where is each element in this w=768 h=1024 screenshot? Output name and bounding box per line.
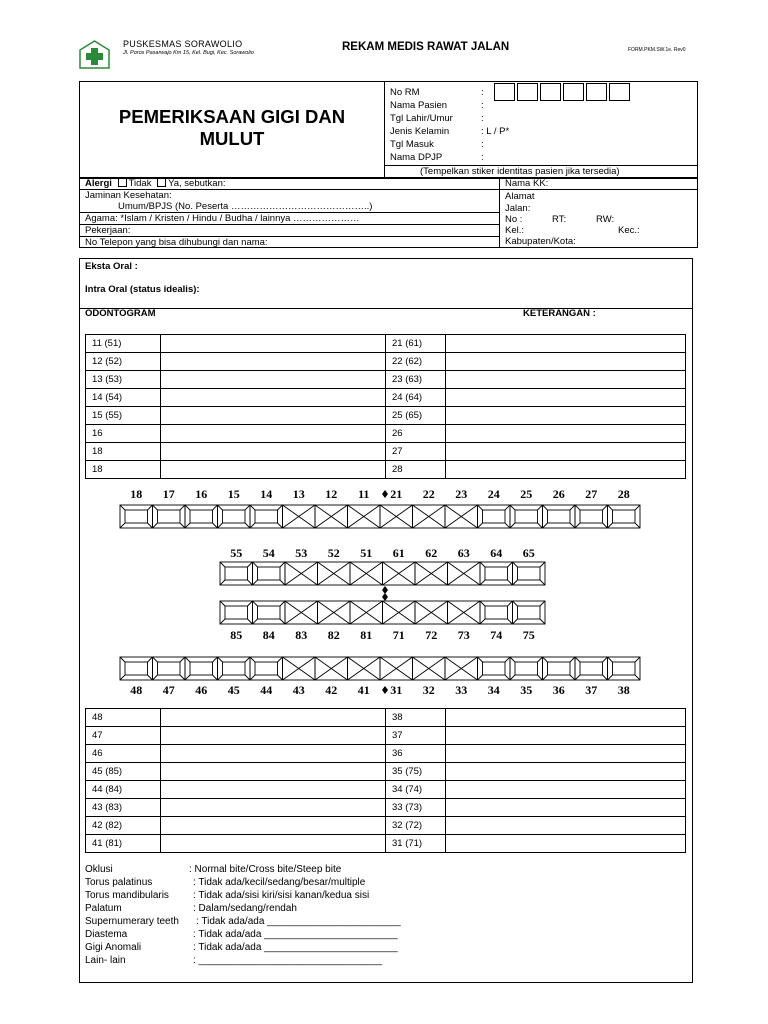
tooth-label: 51 <box>360 546 373 560</box>
tooth-lower-permanent[interactable] <box>445 657 478 680</box>
tooth-note-cell[interactable] <box>446 407 686 425</box>
tooth-label: 55 <box>230 546 243 560</box>
tooth-number: 26 <box>386 425 446 443</box>
tooth-number: 37 <box>386 727 446 745</box>
tooth-label: 73 <box>457 628 470 642</box>
finding-value: : Tidak ada/ada ________________________ <box>193 942 398 953</box>
form-title-line1: PEMERIKSAAN GIGI DAN <box>118 106 346 127</box>
tooth-label: 35 <box>520 683 533 697</box>
tooth-label: 37 <box>585 683 598 697</box>
finding-value: : Tidak ada/sisi kiri/sisi kanan/kedua sisi <box>193 890 370 901</box>
tooth-label: 54 <box>262 546 275 560</box>
tooth-number: 23 (63) <box>386 371 446 389</box>
clinic-name: PUSKESMAS SORAWOLIO <box>123 39 243 49</box>
tooth-lower-primary[interactable] <box>220 601 253 624</box>
lower-tooth-table <box>85 708 686 853</box>
agama-field: Agama: *Islam / Kristen / Hindu / Budha / lainnya ………………… <box>85 213 360 224</box>
tooth-label: 33 <box>455 683 468 697</box>
tooth-label: 72 <box>425 628 438 642</box>
tooth-upper-primary[interactable] <box>448 562 481 585</box>
tooth-note-cell[interactable] <box>446 727 686 745</box>
tooth-label: 11 <box>358 487 370 501</box>
tooth-number: 25 (65) <box>386 407 446 425</box>
tooth-number: 14 (54) <box>86 389 161 407</box>
tooth-label: 83 <box>295 628 308 642</box>
finding-value: : Tidak ada/ada ________________________ <box>193 929 398 940</box>
tooth-number: 11 (51) <box>86 335 161 353</box>
tooth-label: 75 <box>522 628 535 642</box>
document-title: REKAM MEDIS RAWAT JALAN <box>342 41 510 53</box>
intra-oral-label: Intra Oral (status idealis): <box>85 284 200 295</box>
allergy-row <box>85 178 226 190</box>
tooth-lower-primary[interactable] <box>448 601 481 624</box>
umum-bpjs: Umum/BPJS (No. Peserta ……………………………………..) <box>118 201 373 212</box>
tooth-label: 81 <box>360 628 373 642</box>
tooth-number: 12 (52) <box>86 353 161 371</box>
tooth-upper-permanent[interactable] <box>153 505 186 528</box>
tooth-lower-permanent[interactable] <box>413 657 446 680</box>
tooth-lower-permanent[interactable] <box>250 657 283 680</box>
upper-table-row <box>86 371 686 389</box>
tooth-number: 13 (53) <box>86 371 161 389</box>
no-field: No : <box>505 214 523 225</box>
tooth-upper-primary[interactable] <box>318 562 351 585</box>
tooth-note-cell[interactable] <box>446 461 686 479</box>
tooth-number: 48 <box>86 709 161 727</box>
kel-field: Kel.: <box>505 225 525 236</box>
lower-table-row <box>86 727 686 745</box>
upper-table-row <box>86 335 686 353</box>
tooth-lower-primary[interactable] <box>415 601 448 624</box>
lower-table-row <box>86 709 686 727</box>
label-jenis-kelamin: Jenis Kelamin <box>390 126 450 137</box>
identity-fields <box>390 87 510 165</box>
tooth-label: 16 <box>195 487 208 501</box>
colon-nama-dpjp: : <box>481 152 484 163</box>
tooth-number: 47 <box>86 727 161 745</box>
midline-marker <box>382 686 388 694</box>
label-nama-pasien: Nama Pasien <box>390 100 448 111</box>
form-title-line2: MULUT <box>199 128 265 149</box>
tooth-lower-permanent[interactable] <box>608 657 641 680</box>
value-jenis-kelamin: : L / P* <box>481 126 510 137</box>
tooth-label: 45 <box>227 683 240 697</box>
tooth-lower-permanent[interactable] <box>283 657 316 680</box>
finding-value: : Normal bite/Cross bite/Steep bite <box>189 864 342 875</box>
tooth-upper-permanent[interactable] <box>543 505 576 528</box>
tooth-number: 33 (73) <box>386 799 446 817</box>
tooth-label: 82 <box>327 628 340 642</box>
tooth-note-cell[interactable] <box>446 371 686 389</box>
tooth-number: 32 (72) <box>386 817 446 835</box>
tooth-upper-permanent[interactable] <box>380 505 413 528</box>
tooth-label: 46 <box>195 683 208 697</box>
tooth-note-cell[interactable] <box>161 709 386 727</box>
tooth-note-cell[interactable] <box>446 353 686 371</box>
label-tgl-lahir: Tgl Lahir/Umur <box>390 113 453 124</box>
tooth-label: 12 <box>325 487 338 501</box>
colon-nama-pasien: : <box>481 100 484 111</box>
label-no-rm: No RM <box>390 87 420 98</box>
lower-table-row <box>86 763 686 781</box>
nama-kk: Nama KK: <box>505 178 549 189</box>
tooth-number: 41 (81) <box>86 835 161 853</box>
tooth-label: 43 <box>292 683 305 697</box>
finding-value: : Tidak ada/kecil/sedang/besar/multiple <box>193 877 366 888</box>
tooth-label: 47 <box>162 683 175 697</box>
tooth-upper-permanent[interactable] <box>218 505 251 528</box>
checkbox-tidak[interactable] <box>118 178 127 187</box>
tooth-note-cell[interactable] <box>161 745 386 763</box>
tooth-label: 53 <box>295 546 308 560</box>
tooth-upper-permanent[interactable] <box>608 505 641 528</box>
tooth-number: 42 (82) <box>86 817 161 835</box>
tooth-label: 24 <box>487 487 500 501</box>
tooth-note-cell[interactable] <box>161 763 386 781</box>
tooth-note-cell[interactable] <box>161 353 386 371</box>
upper-table-row <box>86 425 686 443</box>
tooth-number: 27 <box>386 443 446 461</box>
tooth-label: 44 <box>260 683 273 697</box>
finding-label: Gigi Anomali <box>85 942 142 953</box>
tooth-number: 36 <box>386 745 446 763</box>
telepon-field: No Telepon yang bisa dihubungi dan nama: <box>85 237 268 248</box>
tooth-label: 27 <box>585 487 598 501</box>
tooth-note-cell[interactable] <box>446 389 686 407</box>
tooth-note-cell[interactable] <box>446 781 686 799</box>
tooth-label: 48 <box>130 683 143 697</box>
tooth-lower-primary[interactable] <box>350 601 383 624</box>
tooth-upper-permanent[interactable] <box>510 505 543 528</box>
alamat-label: Alamat <box>505 191 535 202</box>
tooth-upper-permanent[interactable] <box>250 505 283 528</box>
finding-label: Torus palatinus <box>85 877 153 888</box>
tooth-note-cell[interactable] <box>161 727 386 745</box>
tooth-note-cell[interactable] <box>161 407 386 425</box>
tooth-upper-primary[interactable] <box>285 562 318 585</box>
odontogram-label: ODONTOGRAM <box>85 308 156 319</box>
tooth-number: 24 (64) <box>386 389 446 407</box>
finding-value: : Dalam/sedang/rendah <box>193 903 297 914</box>
finding-label: Supernumerary teeth <box>85 916 179 927</box>
tooth-lower-permanent[interactable] <box>380 657 413 680</box>
midline-marker <box>382 586 388 594</box>
lower-table-row <box>86 781 686 799</box>
tooth-note-cell[interactable] <box>161 335 386 353</box>
tooth-label: 17 <box>162 487 175 501</box>
tooth-lower-permanent[interactable] <box>185 657 218 680</box>
tooth-lower-primary[interactable] <box>480 601 513 624</box>
tooth-upper-permanent[interactable] <box>315 505 348 528</box>
findings-list <box>85 863 401 967</box>
tooth-label: 71 <box>392 628 405 642</box>
upper-table-row <box>86 353 686 371</box>
rw-field: RW: <box>596 214 615 225</box>
tooth-upper-primary[interactable] <box>415 562 448 585</box>
finding-value: : Tidak ada/ada ________________________ <box>196 916 401 927</box>
tooth-label: 25 <box>520 487 533 501</box>
tooth-label: 63 <box>457 546 470 560</box>
tooth-label: 64 <box>490 546 503 560</box>
tooth-note-cell[interactable] <box>446 835 686 853</box>
tooth-number: 34 (74) <box>386 781 446 799</box>
tooth-upper-permanent[interactable] <box>283 505 316 528</box>
lower-table-row <box>86 835 686 853</box>
tooth-label: 61 <box>392 546 405 560</box>
tooth-label: 14 <box>260 487 273 501</box>
finding-label: Diastema <box>85 929 128 940</box>
tooth-number: 15 (55) <box>86 407 161 425</box>
ekstra-oral-label: Eksta Oral : <box>85 261 138 272</box>
tooth-note-cell[interactable] <box>446 799 686 817</box>
tooth-note-cell[interactable] <box>161 371 386 389</box>
tooth-number: 28 <box>386 461 446 479</box>
lower-table-row <box>86 799 686 817</box>
midline-marker <box>382 490 388 498</box>
lower-table-row <box>86 817 686 835</box>
tooth-label: 15 <box>227 487 240 501</box>
keterangan-label: KETERANGAN : <box>523 308 596 319</box>
tooth-label: 13 <box>292 487 305 501</box>
tooth-number: 18 <box>86 461 161 479</box>
tooth-number: 31 (71) <box>386 835 446 853</box>
checkbox-ya[interactable] <box>157 178 166 187</box>
tooth-lower-permanent[interactable] <box>543 657 576 680</box>
tooth-note-cell[interactable] <box>446 745 686 763</box>
tooth-upper-permanent[interactable] <box>478 505 511 528</box>
tooth-number: 16 <box>86 425 161 443</box>
tooth-number: 44 (84) <box>86 781 161 799</box>
tooth-lower-permanent[interactable] <box>153 657 186 680</box>
tooth-lower-primary[interactable] <box>285 601 318 624</box>
tooth-upper-primary[interactable] <box>220 562 253 585</box>
lower-table-row <box>86 745 686 763</box>
tooth-lower-permanent[interactable] <box>510 657 543 680</box>
tooth-label: 26 <box>552 487 565 501</box>
tooth-number: 21 (61) <box>386 335 446 353</box>
tooth-label: 34 <box>487 683 500 697</box>
allergy-no-label: Tidak <box>128 178 152 189</box>
tooth-note-cell[interactable] <box>446 763 686 781</box>
jalan-field: Jalan: <box>505 203 531 214</box>
clinic-logo <box>79 40 110 69</box>
tooth-label: 84 <box>262 628 275 642</box>
upper-table-row <box>86 443 686 461</box>
tooth-label: 74 <box>490 628 503 642</box>
kec-field: Kec.: <box>618 225 640 236</box>
tooth-label: 28 <box>617 487 630 501</box>
upper-table-row <box>86 461 686 479</box>
tooth-upper-permanent[interactable] <box>120 505 153 528</box>
tooth-note-cell[interactable] <box>161 461 386 479</box>
tooth-number: 18 <box>86 443 161 461</box>
pekerjaan-field: Pekerjaan: <box>85 225 131 236</box>
tooth-label: 41 <box>357 683 370 697</box>
label-nama-dpjp: Nama DPJP <box>390 152 443 163</box>
tooth-lower-permanent[interactable] <box>315 657 348 680</box>
tooth-number: 35 (75) <box>386 763 446 781</box>
finding-label: Palatum <box>85 903 122 914</box>
tooth-upper-primary[interactable] <box>383 562 416 585</box>
colon-no-rm: : <box>481 87 484 98</box>
tooth-number: 45 (85) <box>86 763 161 781</box>
tooth-upper-permanent[interactable] <box>445 505 478 528</box>
health-cross-icon <box>79 40 110 69</box>
tooth-upper-permanent[interactable] <box>185 505 218 528</box>
tooth-label: 62 <box>425 546 438 560</box>
tooth-upper-permanent[interactable] <box>575 505 608 528</box>
tooth-note-cell[interactable] <box>161 443 386 461</box>
odontogram-diagram <box>110 482 660 702</box>
form-code: FORM.PKM.SW.1e. Rev0 <box>628 47 686 53</box>
finding-label: Torus mandibularis <box>85 890 169 901</box>
tooth-label: 18 <box>130 487 143 501</box>
tooth-label: 21 <box>390 487 403 501</box>
tooth-lower-permanent[interactable] <box>218 657 251 680</box>
label-tgl-masuk: Tgl Masuk <box>390 139 434 150</box>
tooth-note-cell[interactable] <box>161 425 386 443</box>
tooth-number: 22 (62) <box>386 353 446 371</box>
tooth-upper-permanent[interactable] <box>413 505 446 528</box>
tooth-note-cell[interactable] <box>161 799 386 817</box>
tooth-note-cell[interactable] <box>446 817 686 835</box>
tooth-label: 23 <box>455 487 468 501</box>
tooth-label: 36 <box>552 683 565 697</box>
tooth-lower-primary[interactable] <box>383 601 416 624</box>
tooth-number: 43 (83) <box>86 799 161 817</box>
tooth-upper-primary[interactable] <box>253 562 286 585</box>
tooth-number: 46 <box>86 745 161 763</box>
finding-label: Lain- lain <box>85 955 126 966</box>
tooth-lower-permanent[interactable] <box>348 657 381 680</box>
rt-field: RT: <box>552 214 567 225</box>
tooth-note-cell[interactable] <box>446 425 686 443</box>
colon-tgl-masuk: : <box>481 139 484 150</box>
tooth-label: 85 <box>230 628 243 642</box>
allergy-label: Alergi <box>85 178 112 189</box>
tooth-note-cell[interactable] <box>161 389 386 407</box>
tooth-note-cell[interactable] <box>161 835 386 853</box>
tooth-upper-primary[interactable] <box>480 562 513 585</box>
tooth-label: 42 <box>325 683 338 697</box>
tooth-note-cell[interactable] <box>161 781 386 799</box>
tooth-label: 31 <box>390 683 403 697</box>
clinic-address: Jl. Poros Pasarwajo Km 15, Kel. Bugi, Kec. Sorawolio <box>123 50 254 56</box>
allergy-yes-label: Ya, sebutkan: <box>168 178 226 189</box>
tooth-lower-primary[interactable] <box>318 601 351 624</box>
tooth-lower-permanent[interactable] <box>575 657 608 680</box>
upper-tooth-table <box>85 334 686 479</box>
tooth-label: 32 <box>422 683 435 697</box>
tooth-number: 38 <box>386 709 446 727</box>
finding-value: : _________________________________ <box>193 955 383 966</box>
tooth-lower-primary[interactable] <box>513 601 546 624</box>
form-title <box>80 106 384 150</box>
colon-tgl-lahir: : <box>481 113 484 124</box>
tooth-label: 52 <box>327 546 340 560</box>
jaminan-label: Jaminan Kesehatan: <box>85 190 172 201</box>
tooth-upper-primary[interactable] <box>513 562 546 585</box>
upper-table-row <box>86 389 686 407</box>
no-rm-boxes[interactable] <box>494 83 632 106</box>
tooth-label: 38 <box>617 683 630 697</box>
tooth-upper-primary[interactable] <box>350 562 383 585</box>
tooth-note-cell[interactable] <box>161 817 386 835</box>
midline-marker <box>382 593 388 601</box>
tooth-lower-permanent[interactable] <box>120 657 153 680</box>
tooth-label: 22 <box>422 487 435 501</box>
tooth-label: 65 <box>522 546 535 560</box>
tooth-note-cell[interactable] <box>446 443 686 461</box>
tooth-lower-permanent[interactable] <box>478 657 511 680</box>
tooth-upper-permanent[interactable] <box>348 505 381 528</box>
tooth-lower-primary[interactable] <box>253 601 286 624</box>
upper-table-row <box>86 407 686 425</box>
sticker-note: (Tempelkan stiker identitas pasien jika tersedia) <box>420 166 620 177</box>
kabupaten-field: Kabupaten/Kota: <box>505 236 576 247</box>
finding-label: Oklusi <box>85 864 113 875</box>
tooth-note-cell[interactable] <box>446 709 686 727</box>
tooth-note-cell[interactable] <box>446 335 686 353</box>
